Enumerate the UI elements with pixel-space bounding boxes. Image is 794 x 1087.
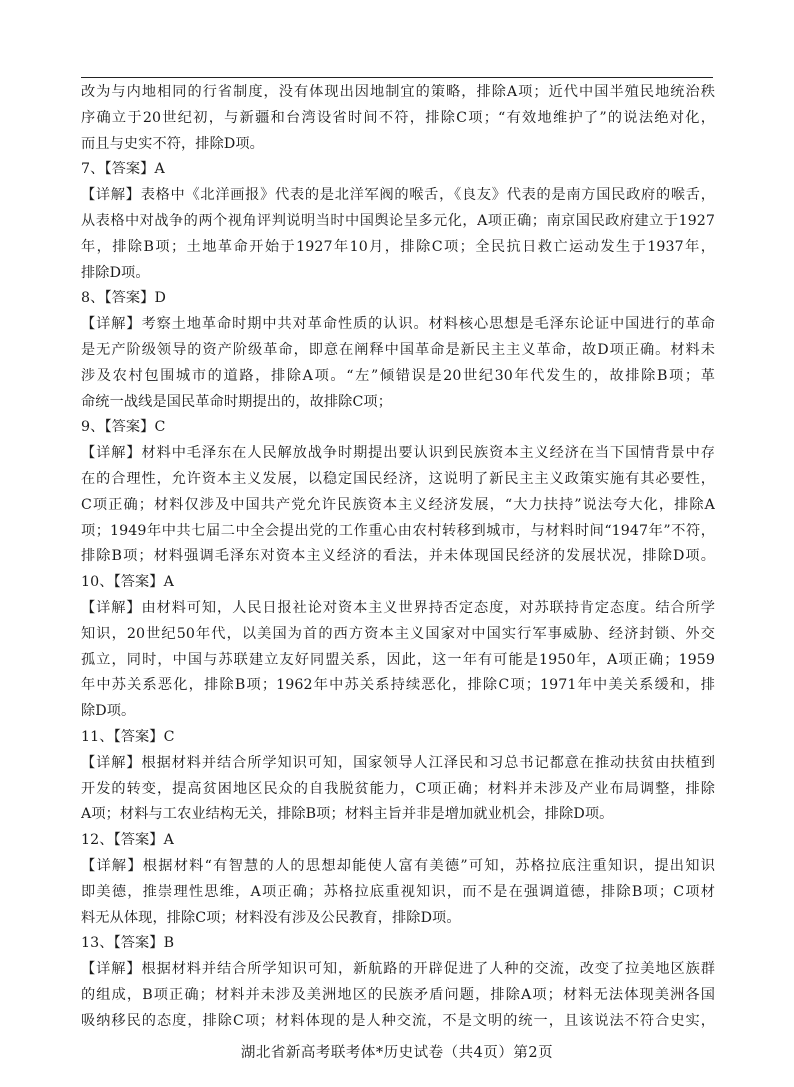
- text-line: 涉及农村包围城市的道路，排除A项。“左”倾错误是20世纪30年代发生的，故排除B项；革: [81, 367, 715, 384]
- header-rule: [81, 77, 713, 78]
- text-line: 排除D项。: [81, 264, 150, 281]
- answer-heading: 10、【答案】A: [81, 574, 174, 591]
- text-line: 吸纳移民的态度，排除C项；材料体现的是人种交流，不是文明的统一，且该说法不符合史实，: [81, 1012, 715, 1029]
- answer-heading: 11、【答案】C: [81, 728, 175, 745]
- page-footer: 湖北省新高考联考体*历史试卷（共4页）第2页: [240, 1045, 554, 1061]
- text-line: 【详解】根据材料并结合所学知识可知，国家领导人江泽民和习总书记都意在推动扶贫由扶植到: [81, 754, 715, 771]
- text-line: 在的合理性，允许资本主义发展，以稳定国民经济，这说明了新民主主义政策实施有其必要性，: [81, 470, 715, 487]
- text-line: 即美德，推崇理性思维，A项正确；苏格拉底重视知识，而不是在强调道德，排除B项；C项材: [81, 883, 715, 900]
- text-line: 【详解】根据材料“有智慧的人的思想却能使人富有美德”可知，苏格拉底注重知识，提出知识: [81, 857, 715, 874]
- answer-heading: 9、【答案】C: [81, 419, 166, 436]
- answer-heading: 13、【答案】B: [81, 935, 175, 952]
- text-line: 除D项。: [81, 703, 136, 720]
- text-line: 的组成，B项正确；材料并未涉及美洲地区的民族矛盾问题，排除A项；材料无法体现美洲各国: [81, 986, 715, 1003]
- text-line: 孤立，同时，中国与苏联建立友好同盟关系，因此，这一年有可能是1950年，A项正确；1959: [81, 651, 715, 668]
- answer-heading: 7、【答案】A: [81, 161, 165, 178]
- text-line: 【详解】材料中毛泽东在人民解放战争时期提出要认识到民族资本主义经济在当下国情背景中存: [81, 445, 715, 462]
- text-line: 开发的转变，提高贫困地区民众的自我脱贫能力，C项正确；材料并未涉及产业布局调整，排除: [81, 780, 715, 797]
- answer-heading: 12、【答案】A: [81, 832, 174, 849]
- text-line: C项正确；材料仅涉及中国共产党允许民族资本主义经济发展，“大力扶持”说法夸大化，排除A: [81, 496, 715, 513]
- text-line: 而且与史实不符，排除D项。: [81, 135, 264, 152]
- text-line: 【详解】由材料可知，人民日报社论对资本主义世界持否定态度，对苏联持肯定态度。结合所学: [81, 599, 715, 616]
- text-line: 料无从体现，排除C项；材料没有涉及公民教育，排除D项。: [81, 909, 461, 926]
- text-line: 命统一战线是国民革命时期提出的，故排除C项；: [81, 393, 392, 410]
- text-line: 【详解】考察土地革命时期中共对革命性质的认识。材料核心思想是毛泽东论证中国进行的革命: [81, 316, 715, 333]
- text-line: 排除B项；材料强调毛泽东对资本主义经济的看法，并未体现国民经济的发展状况，排除D项。: [81, 548, 715, 565]
- text-line: A项；材料与工农业结构无关，排除B项；材料主旨并非是增加就业机会，排除D项。: [81, 806, 614, 823]
- text-line: 【详解】根据材料并结合所学知识可知，新航路的开辟促进了人种的交流，改变了拉美地区族群: [81, 961, 715, 978]
- text-line: 项；1949年中共七届二中全会提出党的工作重心由农村转移到城市，与材料时间“1947年”不符，: [81, 522, 715, 539]
- text-line: 是无产阶级领导的资产阶级革命，即意在阐释中国革命是新民主主义革命，故D项正确。材料未: [81, 341, 715, 358]
- text-line: 改为与内地相同的行省制度，没有体现出因地制宜的策略，排除A项；近代中国半殖民地统治秩: [81, 84, 715, 100]
- answer-text-body: [81, 80, 715, 1034]
- text-line: 【详解】表格中《北洋画报》代表的是北洋军阀的喉舌，《良友》代表的是南方国民政府的喉舌，: [81, 187, 715, 204]
- text-line: 序确立于20世纪初，与新疆和台湾设省时间不符，排除C项；“有效地维护了”的说法绝对化，: [81, 109, 715, 126]
- answer-heading: 8、【答案】D: [81, 290, 166, 307]
- text-line: 年中苏关系恶化，排除B项；1962年中苏关系持续恶化，排除C项；1971年中美关系缓和，排: [81, 677, 715, 694]
- text-line: 年，排除B项；土地革命开始于1927年10月，排除C项；全民抗日救亡运动发生于1937年，: [81, 238, 715, 255]
- text-line: 知识，20世纪50年代，以美国为首的西方资本主义国家对中国实行军事威胁、经济封锁、外交: [81, 625, 715, 642]
- text-line: 从表格中对战争的两个视角评判说明当时中国舆论呈多元化，A项正确；南京国民政府建立于1927: [81, 212, 715, 229]
